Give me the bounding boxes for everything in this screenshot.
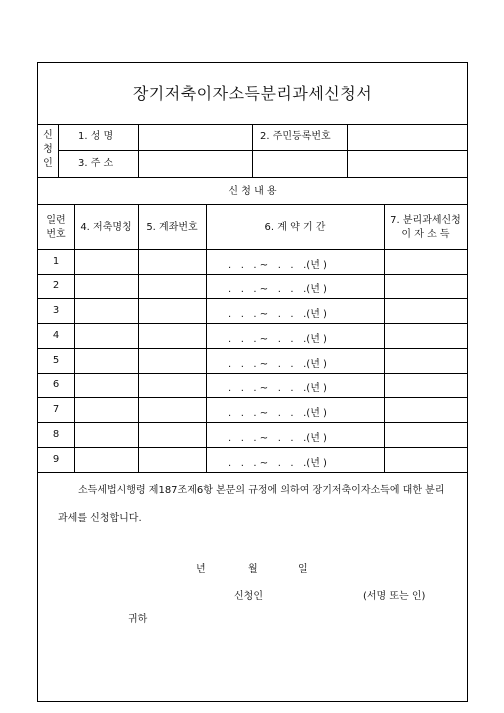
income-cell[interactable]	[385, 448, 467, 472]
product-cell[interactable]	[75, 299, 138, 323]
account-cell[interactable]	[139, 423, 206, 447]
signature-hint: (서명 또는 인)	[363, 591, 426, 602]
account-cell[interactable]	[139, 349, 206, 373]
row-number: 2	[52, 280, 60, 291]
product-cell[interactable]	[75, 349, 138, 373]
row-number: 9	[52, 454, 60, 465]
income-column-header: 7. 분리과세신청 이 자 소 득	[390, 215, 461, 240]
income-cell[interactable]	[385, 423, 467, 447]
application-form	[37, 62, 468, 702]
period-cell[interactable]: . . . ~ . . .(년 )	[228, 334, 327, 345]
income-cell[interactable]	[385, 374, 467, 397]
product-cell[interactable]	[75, 275, 138, 298]
account-cell[interactable]	[139, 324, 206, 348]
divider	[58, 124, 59, 177]
account-column-header: 5. 계좌번호	[146, 222, 198, 233]
account-cell[interactable]	[139, 275, 206, 298]
divider	[38, 204, 467, 205]
period-cell[interactable]: . . . ~ . . .(년 )	[228, 359, 327, 370]
row-number: 4	[52, 330, 60, 341]
period-cell[interactable]: . . . ~ . . .(년 )	[228, 383, 327, 394]
period-cell[interactable]: . . . ~ . . .(년 )	[228, 458, 327, 469]
product-cell[interactable]	[75, 374, 138, 397]
product-cell[interactable]	[75, 423, 138, 447]
address-label: 3. 주 소	[78, 158, 114, 169]
recipient-suffix: 귀하	[128, 614, 148, 625]
product-cell[interactable]	[75, 448, 138, 472]
application-statement: 소득세법시행령 제187조제6항 본문의 규정에 의하여 장기저축이자소득에 대한 분리과세를 신청합니다.	[58, 485, 445, 524]
product-column-header: 4. 저축명칭	[80, 222, 132, 233]
period-cell[interactable]: . . . ~ . . .(년 )	[228, 408, 327, 419]
product-cell[interactable]	[75, 324, 138, 348]
resident-id-field[interactable]	[348, 125, 467, 150]
row-number: 1	[52, 256, 60, 267]
signature-field[interactable]	[283, 587, 363, 605]
date-day: 일	[298, 564, 308, 575]
content-header: 신 청 내 용	[228, 186, 277, 197]
period-cell[interactable]: . . . ~ . . .(년 )	[228, 260, 327, 271]
row-number: 3	[52, 305, 60, 316]
date-year: 년	[196, 564, 206, 575]
divider	[38, 177, 467, 178]
income-cell[interactable]	[385, 250, 467, 274]
name-field[interactable]	[139, 125, 251, 150]
income-cell[interactable]	[385, 349, 467, 373]
period-column-header: 6. 계 약 기 간	[264, 222, 326, 233]
divider	[38, 472, 467, 473]
account-cell[interactable]	[139, 398, 206, 422]
period-cell[interactable]: . . . ~ . . .(년 )	[228, 284, 327, 295]
serial-column-header: 일련 번호	[46, 215, 66, 240]
product-cell[interactable]	[75, 398, 138, 422]
divider	[206, 204, 207, 472]
account-cell[interactable]	[139, 250, 206, 274]
name-label: 1. 성 명	[78, 131, 114, 142]
row-number: 7	[52, 404, 60, 415]
account-cell[interactable]	[139, 374, 206, 397]
period-cell[interactable]: . . . ~ . . .(년 )	[228, 309, 327, 320]
income-cell[interactable]	[385, 299, 467, 323]
applicant-section-label: 신 청 인	[43, 130, 53, 169]
row-number: 8	[52, 429, 60, 440]
period-cell[interactable]: . . . ~ . . .(년 )	[228, 433, 327, 444]
row-number: 6	[52, 379, 60, 390]
signer-label: 신청인	[234, 591, 263, 602]
income-cell[interactable]	[385, 324, 467, 348]
income-cell[interactable]	[385, 275, 467, 298]
product-cell[interactable]	[75, 250, 138, 274]
income-cell[interactable]	[385, 398, 467, 422]
row-number: 5	[52, 355, 60, 366]
account-cell[interactable]	[139, 448, 206, 472]
account-cell[interactable]	[139, 299, 206, 323]
date-month: 월	[248, 564, 258, 575]
resident-id-label: 2. 주민등록번호	[260, 131, 331, 142]
form-title: 장기저축이자소득분리과세신청서	[132, 84, 373, 103]
address-field[interactable]	[139, 151, 467, 177]
